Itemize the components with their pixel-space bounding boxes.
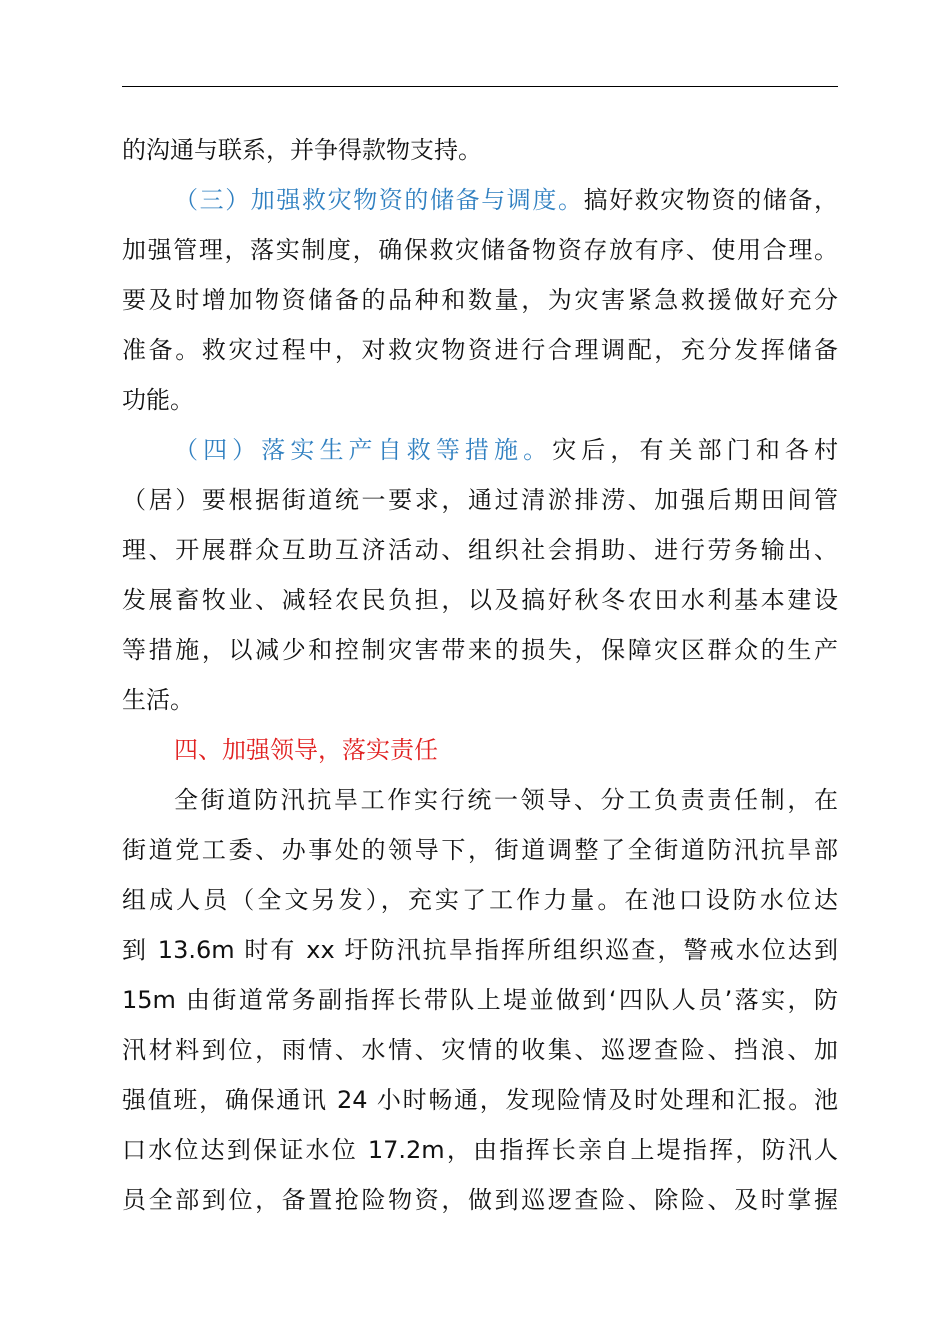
text-line: （居）要根据街道统一要求，通过清淤排涝、加强后期田间管 bbox=[122, 486, 838, 514]
section-heading: 四、加强领导，落实责任 bbox=[174, 736, 438, 764]
text-line: 的沟通与联系，并争得款物支持。 bbox=[122, 136, 482, 164]
text-line: 生活。 bbox=[122, 686, 194, 714]
text-line: 口水位达到保证水位 17.2m，由指挥长亲自上堤指挥，防汛人 bbox=[122, 1136, 838, 1164]
subheading-4: （四）落实生产自救等措施。 bbox=[174, 436, 553, 464]
text-span: 灾后，有关部门和各村 bbox=[552, 436, 839, 464]
text-line: 汛材料到位，雨情、水情、灾情的收集、巡逻查险、挡浪、加 bbox=[122, 1036, 838, 1064]
text-span: 搞好救灾物资的储备， bbox=[583, 186, 839, 214]
text-line: 理、开展群众互助互济活动、组织社会捐助、进行劳务输出、 bbox=[122, 536, 838, 564]
text-line: 到 13.6m 时有 xx 圩防汛抗旱指挥所组织巡查，警戒水位达到 bbox=[122, 936, 838, 964]
text-line: 发展畜牧业、减轻农民负担，以及搞好秋冬农田水利基本建设 bbox=[122, 586, 838, 614]
paragraph-line bbox=[122, 425, 838, 475]
text-line: 街道党工委、办事处的领导下，街道调整了全街道防汛抗旱部 bbox=[122, 836, 838, 864]
text-line: 15m 由街道常务副指挥长带队上堤並做到‘四队人员’落实，防 bbox=[122, 986, 838, 1014]
text-line: 全街道防汛抗旱工作实行统一领导、分工负责责任制，在 bbox=[174, 786, 838, 814]
text-line: 加强管理，落实制度，确保救灾储备物资存放有序、使用合理。 bbox=[122, 236, 838, 264]
text-line: 强值班，确保通讯 24 小时畅通，发现险情及时处理和汇报。池 bbox=[122, 1086, 838, 1114]
text-line: 准备。救灾过程中，对救灾物资进行合理调配，充分发挥储备 bbox=[122, 336, 838, 364]
text-line: 组成人员（全文另发），充实了工作力量。在池口设防水位达 bbox=[122, 886, 838, 914]
text-line: 要及时增加物资储备的品种和数量，为灾害紧急救援做好充分 bbox=[122, 286, 838, 314]
document-body bbox=[122, 125, 838, 1225]
subheading-3: （三）加强救灾物资的储备与调度。 bbox=[174, 186, 584, 214]
text-line: 员全部到位，备置抢险物资，做到巡逻查险、除险、及时掌握 bbox=[122, 1186, 838, 1214]
text-line: 功能。 bbox=[122, 386, 194, 414]
paragraph-line bbox=[122, 175, 838, 225]
header-rule bbox=[122, 86, 838, 87]
text-line: 等措施，以减少和控制灾害带来的损失，保障灾区群众的生产 bbox=[122, 636, 838, 664]
